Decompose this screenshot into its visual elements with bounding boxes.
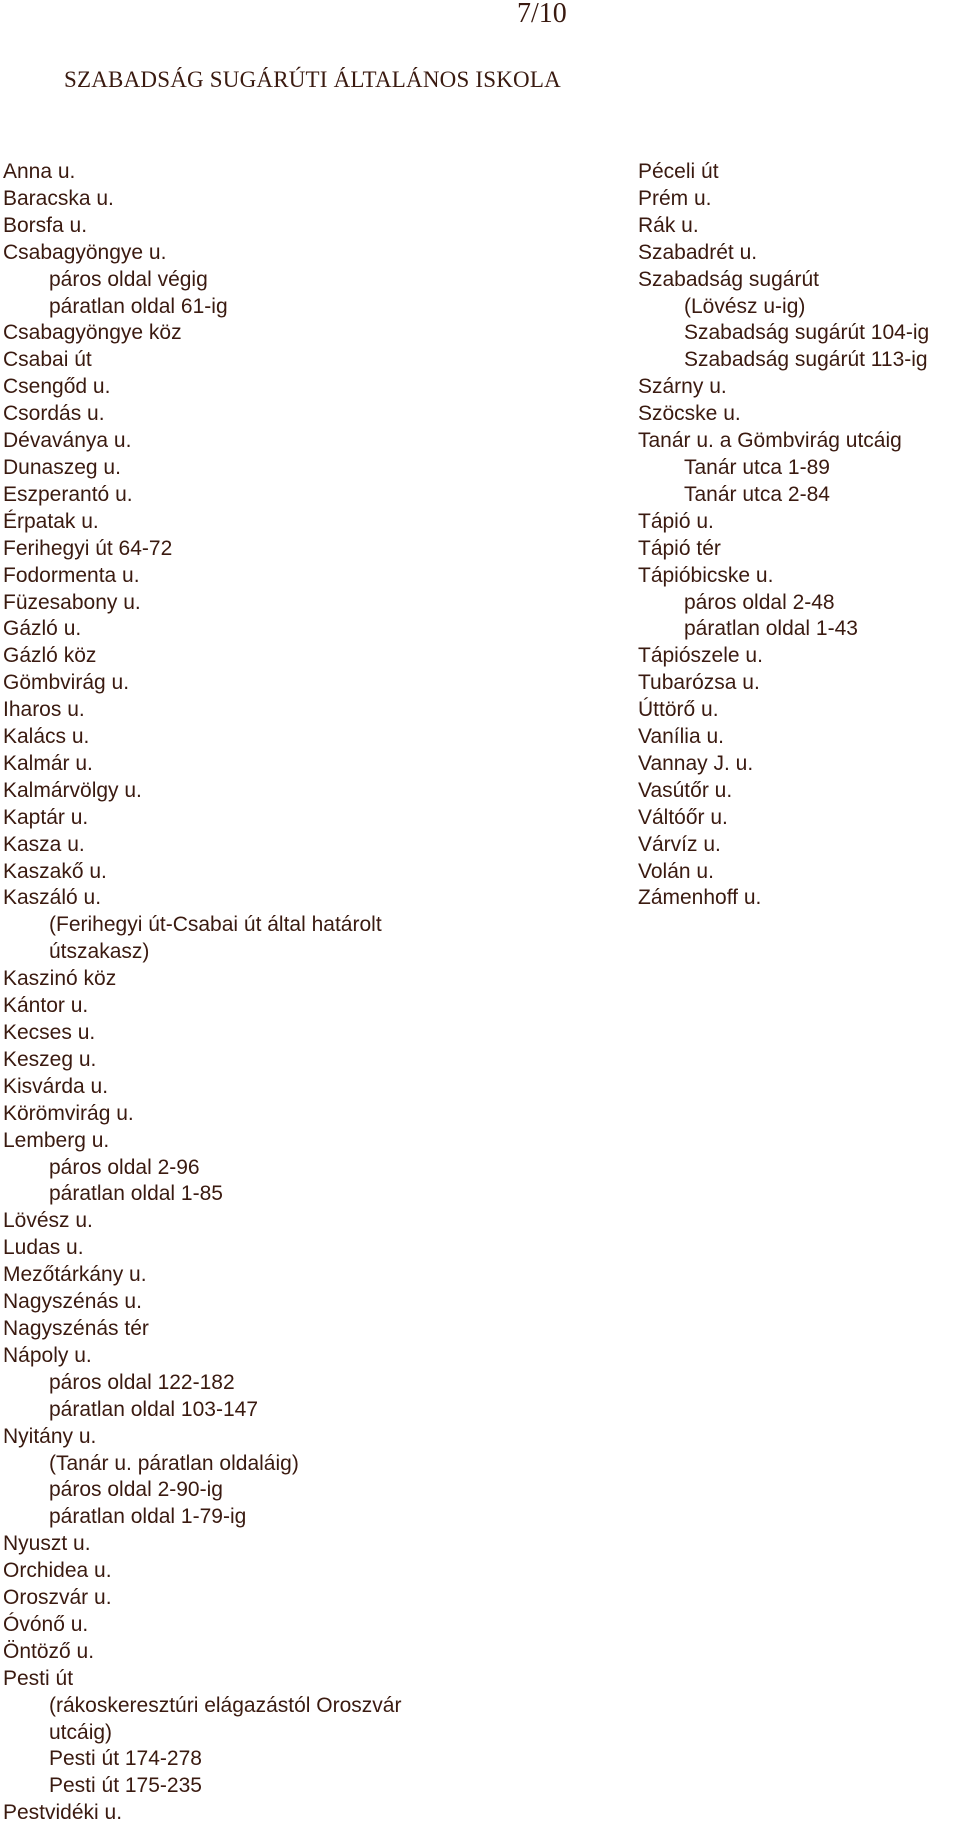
street-sub-item: páratlan oldal 1-79-ig: [49, 1505, 247, 1529]
street-item: Fodormenta u.: [3, 563, 140, 587]
street-item: Pesti út: [3, 1666, 74, 1690]
street-item: Baracska u.: [3, 186, 114, 210]
street-item: Dévaványa u.: [3, 429, 132, 453]
street-item: Tápiószele u.: [638, 644, 763, 668]
street-item: Péceli út: [638, 160, 719, 183]
street-item: Nagyszénás u.: [3, 1290, 142, 1314]
street-item: Csengőd u.: [3, 375, 111, 399]
street-sub-item: páratlan oldal 61-ig: [49, 294, 228, 318]
street-item: Kaszáló u.: [3, 886, 102, 910]
street-item: Anna u.: [3, 160, 76, 183]
street-item: Váltóőr u.: [638, 805, 728, 829]
street-sub-item: páratlan oldal 1-43: [684, 617, 858, 641]
street-item: Rák u.: [638, 213, 699, 237]
street-item: Oroszvár u.: [3, 1586, 112, 1610]
street-item: Kalmárvölgy u.: [3, 778, 142, 802]
street-item: Gömbvirág u.: [3, 671, 130, 695]
street-item: Iharos u.: [3, 698, 85, 722]
street-item: Lemberg u.: [3, 1128, 110, 1152]
street-item: Várvíz u.: [638, 832, 721, 856]
street-item: Orchidea u.: [3, 1559, 112, 1583]
street-item: Körömvirág u.: [3, 1101, 134, 1125]
street-item: Volán u.: [638, 859, 714, 883]
street-item: Csabagyöngye u.: [3, 240, 167, 264]
street-item: Gázló köz: [3, 644, 97, 668]
street-item: Vasútőr u.: [638, 778, 733, 802]
street-item: Nápoly u.: [3, 1343, 92, 1367]
page-number: 7/10: [517, 0, 567, 29]
street-item: Kaptár u.: [3, 805, 89, 829]
street-sub-item: (Lövész u-ig): [684, 294, 806, 318]
street-sub-item: páros oldal 2-90-ig: [49, 1478, 223, 1502]
street-item: Tanár u. a Gömbvirág utcáig: [638, 429, 902, 453]
street-item: Kisvárda u.: [3, 1074, 109, 1098]
street-item: Vannay J. u.: [638, 751, 754, 775]
street-item: Csordás u.: [3, 402, 105, 426]
street-item: Prém u.: [638, 186, 712, 210]
street-item: Érpatak u.: [3, 509, 99, 533]
street-item: Mezőtárkány u.: [3, 1263, 147, 1287]
street-item: Füzesabony u.: [3, 590, 141, 614]
street-sub-item: Tanár utca 1-89: [684, 455, 830, 479]
street-item: Nyitány u.: [3, 1424, 97, 1448]
street-item: Kántor u.: [3, 994, 89, 1018]
street-item: Tápióbicske u.: [638, 563, 774, 587]
street-sub-item: (Ferihegyi út-Csabai út által határolt útszakasz): [49, 913, 382, 964]
street-item: Tubarózsa u.: [638, 671, 760, 695]
street-item: Szöcske u.: [638, 402, 741, 426]
street-sub-item: páratlan oldal 103-147: [49, 1397, 258, 1421]
street-item: Pestvidéki u.: [3, 1801, 123, 1825]
street-sub-item: páros oldal 2-48: [684, 590, 835, 614]
street-list-left: [3, 159, 473, 1827]
street-item: Zámenhoff u.: [638, 886, 762, 910]
document-title: SZABADSÁG SUGÁRÚTI ÁLTALÁNOS ISKOLA: [64, 67, 561, 92]
street-item: Kasza u.: [3, 832, 85, 856]
street-item: Óvónő u.: [3, 1612, 89, 1636]
street-list-right: [638, 159, 958, 912]
street-item: Vanília u.: [638, 725, 724, 749]
street-item: Keszeg u.: [3, 1047, 97, 1071]
street-item: Lövész u.: [3, 1209, 93, 1233]
street-sub-item: páros oldal 2-96: [49, 1155, 200, 1179]
street-item: Szabadrét u.: [638, 240, 758, 264]
street-item: Kecses u.: [3, 1021, 96, 1044]
street-sub-item: Szabadság sugárút 113-ig: [684, 348, 928, 372]
street-sub-item: Pesti út 174-278: [49, 1747, 202, 1771]
street-item: Ferihegyi út 64-72: [3, 536, 173, 560]
street-item: Öntöző u.: [3, 1639, 95, 1663]
street-item: Tápió u.: [638, 509, 714, 533]
street-item: Eszperantó u.: [3, 482, 133, 506]
street-item: Kalács u.: [3, 725, 90, 749]
street-item: Gázló u.: [3, 617, 82, 641]
street-sub-item: Pesti út 175-235: [49, 1774, 202, 1798]
street-item: Szárny u.: [638, 375, 727, 399]
street-sub-item: páros oldal végig: [49, 267, 208, 291]
street-item: Kaszinó köz: [3, 967, 117, 991]
street-sub-item: páros oldal 122-182: [49, 1370, 235, 1394]
street-item: Nagyszénás tér: [3, 1316, 149, 1340]
street-sub-item: Tanár utca 2-84: [684, 482, 830, 506]
street-sub-item: (Tanár u. páratlan oldaláig): [49, 1451, 299, 1475]
street-item: Kaszakő u.: [3, 859, 107, 883]
street-item: Kalmár u.: [3, 751, 93, 775]
street-item: Tápió tér: [638, 536, 721, 560]
street-sub-item: Szabadság sugárút 104-ig: [684, 321, 930, 345]
street-item: Csabai út: [3, 348, 92, 372]
street-item: Nyuszt u.: [3, 1532, 91, 1556]
street-sub-item: páratlan oldal 1-85: [49, 1182, 223, 1206]
street-item: Ludas u.: [3, 1236, 84, 1260]
street-sub-item: (rákoskeresztúri elágazástól Oroszvár utcáig): [49, 1693, 402, 1744]
street-item: Csabagyöngye köz: [3, 321, 182, 345]
street-item: Dunaszeg u.: [3, 455, 121, 479]
street-item: Szabadság sugárút: [638, 267, 819, 291]
street-item: Úttörő u.: [638, 698, 719, 722]
street-item: Borsfa u.: [3, 213, 88, 237]
